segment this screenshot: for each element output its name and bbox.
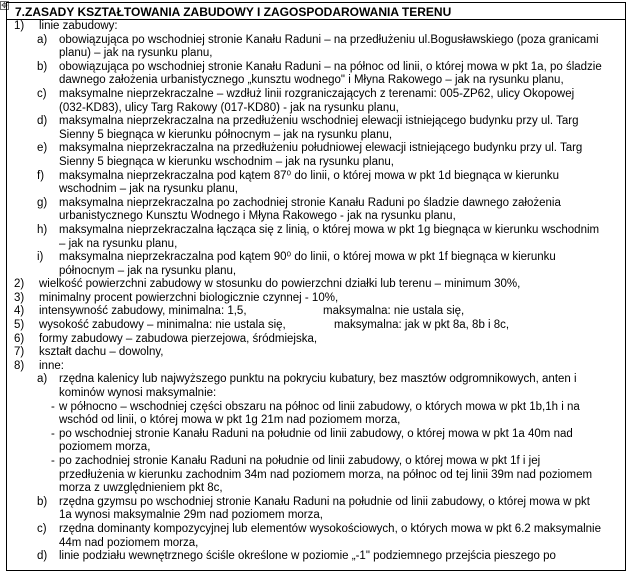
- list-text: 1a wynosi maksymalnie 29m nad poziomem morza,: [59, 509, 323, 522]
- list-marker: d): [37, 550, 48, 563]
- list-item: [7, 550, 625, 564]
- list-item: [7, 265, 625, 279]
- list-item: [7, 305, 625, 319]
- list-text: północnym – jak na rysunku planu,: [59, 264, 237, 277]
- list-item: [7, 74, 625, 88]
- list-item: [7, 441, 625, 455]
- list-text: (032-KD83), ulicy Targ Rakowy (017-KD80) - jak na rysunku planu,: [59, 101, 399, 114]
- list-item: [7, 61, 625, 75]
- list-text: maksymalna nieprzekraczalna na przedłużeniu wschodniej elewacji istniejącego budynku przy ul. Targ: [59, 115, 579, 128]
- list-marker: -: [51, 400, 55, 413]
- list-marker: 7): [14, 346, 25, 359]
- list-item: [7, 156, 625, 170]
- list-text: po zachodniej stronie Kanału Raduni na południe od linii zabudowy, o której mowa w pkt 1f i jej: [59, 455, 541, 467]
- list-item: [7, 34, 625, 48]
- list-text-secondary: maksymalna: nie ustala się,: [323, 305, 465, 318]
- list-marker: 5): [14, 319, 25, 332]
- list-text: kształt dachu – dowolny,: [39, 346, 164, 359]
- list-text: wschodnim – jak na rysunku planu,: [59, 183, 238, 196]
- list-marker: i): [37, 251, 44, 264]
- list-text: przedłużenia w kierunku zachodnim 34m nad poziomem morza, na północ od tej linii 39m nad poziomem: [59, 468, 593, 481]
- list-item: [7, 224, 625, 238]
- document-table: [6, 2, 626, 571]
- list-marker: 8): [14, 359, 25, 372]
- list-item: [7, 414, 625, 428]
- list-text: morza z uwzględnieniem pkt 8c,: [59, 482, 223, 495]
- list-item: [7, 537, 625, 551]
- list-text: formy zabudowy – zabudowa pierzejowa, śródmiejska,: [39, 332, 318, 345]
- list-marker: 6): [14, 332, 25, 345]
- list-text: poziomem morza,: [59, 441, 151, 454]
- list-marker: 2): [14, 278, 25, 291]
- list-marker: h): [37, 223, 48, 236]
- list-item: [7, 360, 625, 374]
- list-text: maksymalna nieprzekraczalna pod kątem 90⁰ do linii, o której mowa w pkt 1f biegnąca w kierunku: [59, 251, 556, 264]
- list-text: urbanistycznego Kunsztu Wodnego i Młyna Rakowego - jak na rysunku planu,: [59, 210, 456, 223]
- list-text: wysokość zabudowy – minimalna: nie ustala się,: [39, 319, 286, 332]
- list-item: [7, 373, 625, 387]
- list-item: [7, 210, 625, 224]
- list-text: maksymalna nieprzekraczalna po zachodniej stronie Kanału Raduni po śladzie dawnego założenia: [59, 196, 561, 209]
- list-text: maksymalne nieprzekraczalne – wzdłuż linii rozgraniczających z terenami: 005-ZP62, ulicy Okopowej: [59, 87, 575, 100]
- list-text: wielkość powierzchni zabudowy w stosunku do powierzchni działki lub terenu – minimum 30%,: [39, 278, 521, 291]
- list-item: [7, 333, 625, 347]
- list-marker: 3): [14, 291, 25, 304]
- list-item: [7, 88, 625, 102]
- list-marker: a): [37, 33, 48, 46]
- list-item: [7, 387, 625, 401]
- list-text: obowiązująca po wschodniej stronie Kanału Raduni – na północ od linii, o której mowa w pkt 1a, po śladzie: [59, 60, 602, 73]
- list-marker: -: [51, 427, 55, 440]
- list-marker: b): [37, 495, 48, 508]
- list-text: maksymalna nieprzekraczalna łącząca się z linią, o której mowa w pkt 1g biegnąca w kierunku wschodnim: [59, 223, 600, 236]
- list-marker: 1): [14, 20, 25, 32]
- list-item: [7, 509, 625, 523]
- list-marker: g): [37, 196, 48, 209]
- list-text: obowiązująca po wschodniej stronie Kanału Raduni – na przedłużeniu ul.Bogusławskiego (poza granicami: [59, 33, 599, 46]
- list-marker: e): [37, 142, 48, 155]
- list-marker: -: [51, 455, 55, 467]
- list-item: [7, 102, 625, 116]
- list-text: Sienny 5 biegnąca w kierunku północnym – jak na rysunku planu,: [59, 128, 393, 141]
- list-text: maksymalna nieprzekraczalna pod kątem 87⁰ do linii, o której mowa w pkt 1d biegnąca w kierunku: [59, 169, 559, 182]
- list-item: [7, 142, 625, 156]
- section-content: [7, 20, 625, 564]
- list-text: inne:: [39, 359, 64, 372]
- list-marker: f): [37, 169, 45, 182]
- list-marker: a): [37, 373, 48, 386]
- list-item: [7, 292, 625, 306]
- list-marker: d): [37, 115, 48, 128]
- list-item: [7, 251, 625, 265]
- list-item: [7, 20, 625, 34]
- list-text: linie zabudowy:: [39, 20, 118, 32]
- list-item: [7, 319, 625, 333]
- list-item: [7, 170, 625, 184]
- section-title: 7.ZASADY KSZTAŁTOWANIA ZABUDOWY I ZAGOSPODAROWANIA TERENU: [15, 5, 452, 19]
- list-text: maksymalna nieprzekraczalna na przedłużeniu południowej elewacji istniejącego budynku przy ul. Targ: [59, 142, 583, 155]
- list-text: – jak na rysunku planu,: [59, 237, 178, 250]
- list-text: planu) – jak na rysunku planu,: [59, 47, 213, 60]
- list-text: 44m nad poziomem morza,: [59, 536, 199, 549]
- list-item: [7, 455, 625, 469]
- list-text: rzędna gzymsu po wschodniej stronie Kanału Raduni na południe od linii zabudowy, o której mowa w pkt: [59, 495, 591, 508]
- list-marker: c): [37, 87, 47, 100]
- table-move-handle-icon[interactable]: ✥: [1, 1, 8, 10]
- list-item: [7, 238, 625, 252]
- list-item: [7, 129, 625, 143]
- list-text: po wschodniej stronie Kanału Raduni na południe od linii zabudowy, o której mowa w pkt 1a 40m nad: [59, 427, 573, 440]
- list-text: minimalny procent powierzchni biologicznie czynnej - 10%,: [39, 291, 339, 304]
- list-text: dawnego założenia urbanistycznego „kunsztu wodnego" i Młyna Rakowego – jak na rysunku planu,: [59, 74, 564, 87]
- list-text: w północno – wschodniej części obszaru na północ od linii zabudowy, o których mowa w pkt 1b,1h i na: [59, 400, 580, 413]
- list-item: [7, 278, 625, 292]
- list-item: [7, 346, 625, 360]
- list-text: linie podziału wewnętrznego ściśle określone w poziomie „-1" podziemnego przejścia pieszego po: [59, 550, 556, 563]
- list-marker: c): [37, 522, 47, 535]
- list-text: rzędna dominanty kompozycyjnej lub elementów wysokościowych, o których mowa w pkt 6.2 maksymalnie: [59, 522, 602, 535]
- list-item: [7, 523, 625, 537]
- list-item: [7, 183, 625, 197]
- list-item: [7, 496, 625, 510]
- list-item: [7, 428, 625, 442]
- list-marker: 4): [14, 305, 25, 318]
- list-marker: b): [37, 60, 48, 73]
- list-item: [7, 47, 625, 61]
- list-item: [7, 115, 625, 129]
- list-item: [7, 197, 625, 211]
- list-item: [7, 469, 625, 483]
- list-text: kominów wynosi maksymalnie:: [59, 387, 217, 400]
- list-item: [7, 401, 625, 415]
- list-text: wschód od linii, o której mowa w pkt 1g 21m nad poziomem morza,: [59, 414, 401, 427]
- list-text: intensywność zabudowy, minimalna: 1,5,: [39, 305, 247, 318]
- list-text-secondary: maksymalna: jak w pkt 8a, 8b i 8c,: [334, 319, 510, 332]
- list-text: rzędna kalenicy lub najwyższego punktu na pokryciu kubatury, bez masztów odgromnikowych, anten i: [59, 373, 577, 386]
- list-text: Sienny 5 biegnąca w kierunku wschodnim – jak na rysunku planu,: [59, 155, 394, 168]
- list-item: [7, 482, 625, 496]
